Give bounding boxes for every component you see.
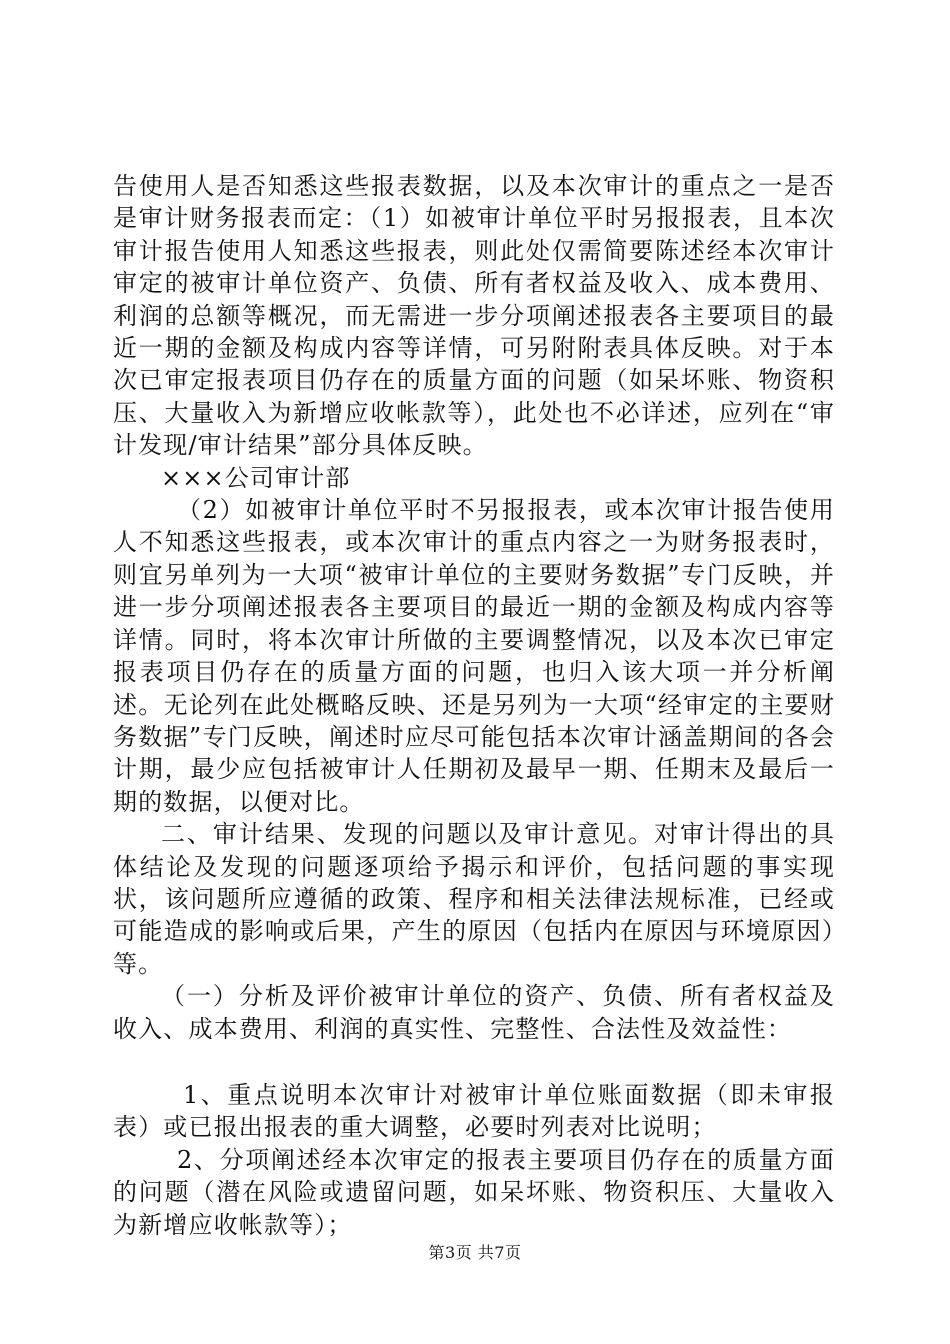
paragraph-item-2: 2、分项阐述经本次审定的报表主要项目仍存在的质量方面的问题（潜在风险或遗留问题，如呆坏账、物资积压、大量收入为新增应收帐款等）；: [113, 1145, 835, 1239]
blank-line: [113, 1045, 835, 1079]
paragraph-report-user-awareness: 告使用人是否知悉这些报表数据，以及本次审计的重点之一是否是审计财务报表而定：（1）如被审计单位平时另报报表，且本次审计报告使用人知悉这些报表，则此处仅需简要陈述经本次审计审定的被审计单位资产、负债、所有者权益及收入、成本费用、利润的总额等概况，而无需进一步分项阐述报表各主要项目的最近一期的金额及构成内容等详情，可另附附表具体反映。对于本次已审定报表项目仍存在的质量方面的问题（如呆坏账、物资积压、大量收入为新增应收帐款等），此处也不必详述，应列在“审计发现/审计结果”部分具体反映。: [113, 172, 835, 460]
paragraph-item-1: 1、重点说明本次审计对被审计单位账面数据（即未审报表）或已报出报表的重大调整，必要时列表对比说明；: [113, 1080, 835, 1142]
paragraph-audit-department: ×××公司审计部: [161, 463, 351, 492]
paragraph-section-2-heading: 二、审计结果、发现的问题以及审计意见。对审计得出的具体结论及发现的问题逐项给予揭示和评价，包括问题的事实现状，该问题所应遵循的政策、程序和相关法律法规标准，已经或可能造成的影响或后果，产生的原因（包括内在原因与环境原因）等。: [113, 820, 835, 978]
paragraph-subsection-1: （一）分析及评价被审计单位的资产、负债、所有者权益及收入、成本费用、利润的真实性、完整性、合法性及效益性：: [113, 982, 835, 1043]
document-body: [113, 170, 835, 1241]
paragraph-case-2: （2）如被审计单位平时不另报报表，或本次审计报告使用人不知悉这些报表，或本次审计的重点内容之一为财务报表时，则宜另单列为一大项“被审计单位的主要财务数据”专门反映，并进一步分项阐述报表各主要项目的最近一期的金额及构成内容等详情。同时，将本次审计所做的主要调整情况，以及本次已审定报表项目仍存在的质量方面的问题，也归入该大项一并分析阐述。无论列在此处概略反映、还是另列为一大项“经审定的主要财务数据”专门反映，阐述时应尽可能包括本次审计涵盖期间的各会计期，最少应包括被审计人任期初及最早一期、任期末及最后一期的数据，以便对比。: [113, 496, 835, 816]
page-number-footer: 第3页 共7页: [428, 1243, 522, 1262]
